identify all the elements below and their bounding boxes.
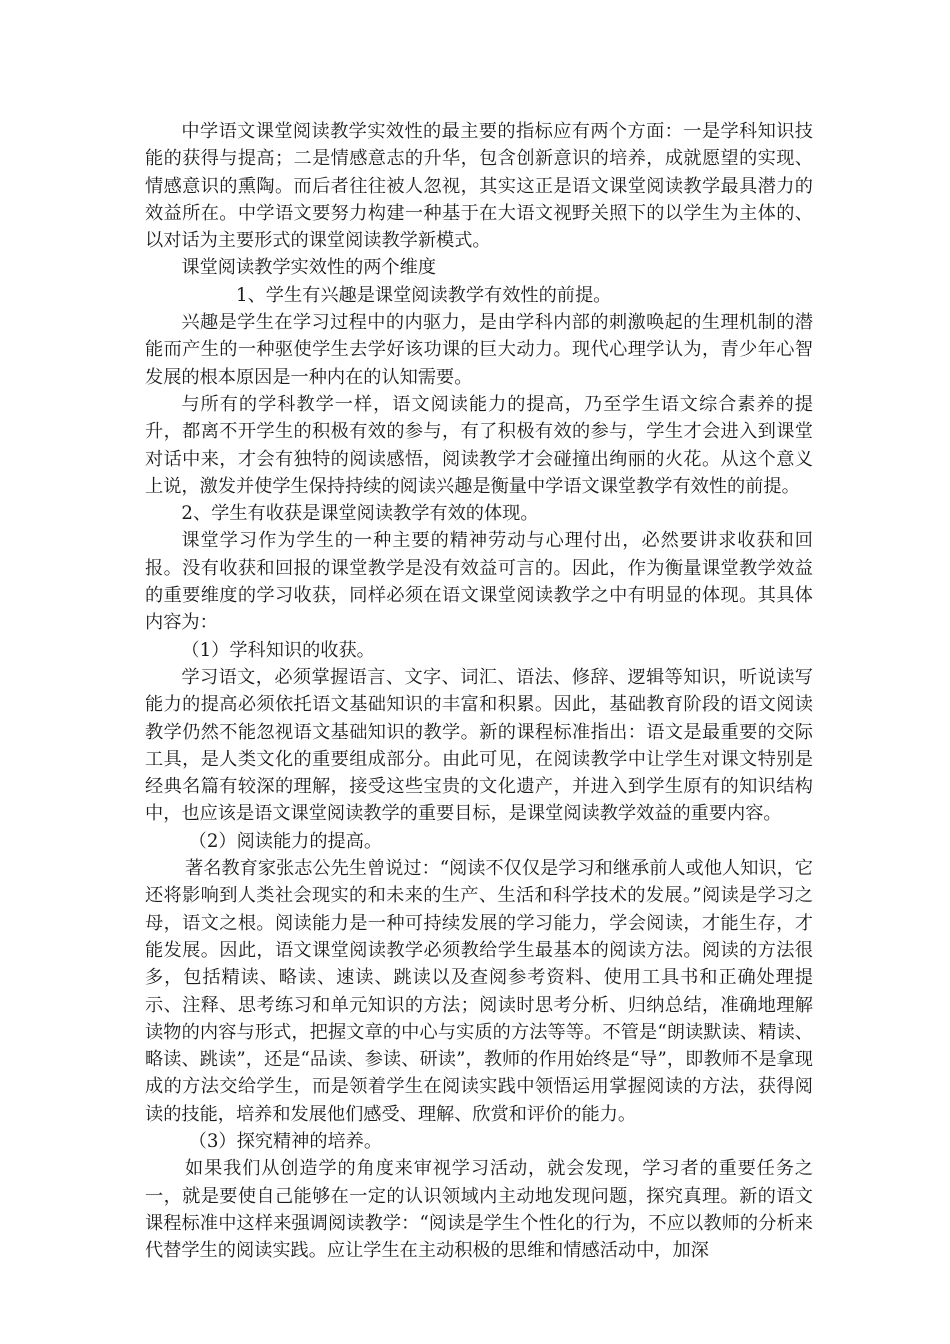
section-heading: 课堂阅读教学实效性的两个维度 (181, 257, 437, 279)
subheading-knowledge: （1）学科知识的收获。 (181, 639, 375, 661)
subheading-gains: 2、学生有收获是课堂阅读教学有效的体现。 (181, 503, 539, 525)
paragraph-intro: 中学语文课堂阅读教学实效性的最主要的指标应有两个方面：一是学科知识技能的获得与提高；二是情感意志的升华，包含创新意识的培养，成就愿望的实现、情感意识的熏陶。而后者往往被人忽视，其实这正是语文课堂阅读教学最具潜力的效益所在。中学语文要努力构建一种基于在大语文视野关照下的以学生为主体的、以对话为主要形式的课堂阅读教学新模式。 (145, 121, 813, 252)
paragraph-knowledge: 学习语文，必须掌握语言、文字、词汇、语法、修辞、逻辑等知识，听说读写能力的提高必须依托语文基础知识的丰富和积累。因此，基础教育阶段的语文阅读教学仍然不能忽视语文基础知识的教学。新的课程标准指出：语文是最重要的交际工具，是人类文化的重要组成部分。由此可见，在阅读教学中让学生对课文特别是经典名篇有较深的理解，接受这些宝贵的文化遗产，并进入到学生原有的知识结构中，也应该是语文课堂阅读教学的重要目标，是课堂阅读教学效益的重要内容。 (145, 666, 813, 825)
paragraph-interest-definition: 兴趣是学生在学习过程中的内驱力，是由学科内部的刺激唤起的生理机制的潜能而产生的一种驱使学生去学好该功课的巨大动力。现代心理学认为，青少年心智发展的根本原因是一种内在的认知需要。 (145, 312, 813, 388)
paragraph-gains: 课堂学习作为学生的一种主要的精神劳动与心理付出，必然要讲求收获和回报。没有收获和回报的课堂教学是没有效益可言的。因此，作为衡量课堂教学效益的重要维度的学习收获，同样必须在语文课堂阅读教学之中有明显的体现。其具体内容为： (145, 530, 813, 634)
subheading-inquiry: （3）探究精神的培养。 (188, 1130, 383, 1152)
subheading-interest: 1、学生有兴趣是课堂阅读教学有效性的前提。 (236, 284, 612, 306)
paragraph-reading-ability: 著名教育家张志公先生曾说过：“阅读不仅仅是学习和继承前人或他人知识，它还将影响到人类社会现实的和未来的生产、生活和科学技术的发展。”阅读是学习之母，语文之根。阅读能力是一种可持续发展的学习能力，学会阅读，才能生存，才能发展。因此，语文课堂阅读教学必须教给学生最基本的阅读方法。阅读的方法很多，包括精读、略读、速读、跳读以及查阅参考资料、使用工具书和正确处理提示、注释、思考练习和单元知识的方法；阅读时思考分析、归纳总结，准确地理解读物的内容与形式，把握文章的中心与实质的方法等等。不管是“朗读默读、精读、略读、跳读”，还是“品读、参读、研读”，教师的作用始终是“导”，即教师不是拿现成的方法交给学生，而是领着学生在阅读实践中领悟运用掌握阅读的方法，获得阅读的技能，培养和发展他们感受、理解、欣赏和评价的能力。 (145, 858, 813, 1125)
document-body (145, 118, 813, 1264)
paragraph-interest-participation: 与所有的学科教学一样，语文阅读能力的提高，乃至学生语文综合素养的提升，都离不开学生的积极有效的参与，有了积极有效的参与，学生才会进入到课堂对话中来，才会有独特的阅读感悟，阅读教学才会碰撞出绚丽的火花。从这个意义上说，激发并使学生保持持续的阅读兴趣是衡量中学语文课堂教学有效性的前提。 (145, 393, 813, 497)
paragraph-inquiry: 如果我们从创造学的角度来审视学习活动，就会发现，学习者的重要任务之一，就是要使自己能够在一定的认识领域内主动地发现问题，探究真理。新的语文课程标准中这样来强调阅读教学：“阅读是学生个性化的行为，不应以教师的分析来代替学生的阅读实践。应让学生在主动积极的思维和情感活动中，加深 (145, 1158, 813, 1262)
subheading-reading-ability: （2）阅读能力的提高。 (188, 830, 383, 852)
